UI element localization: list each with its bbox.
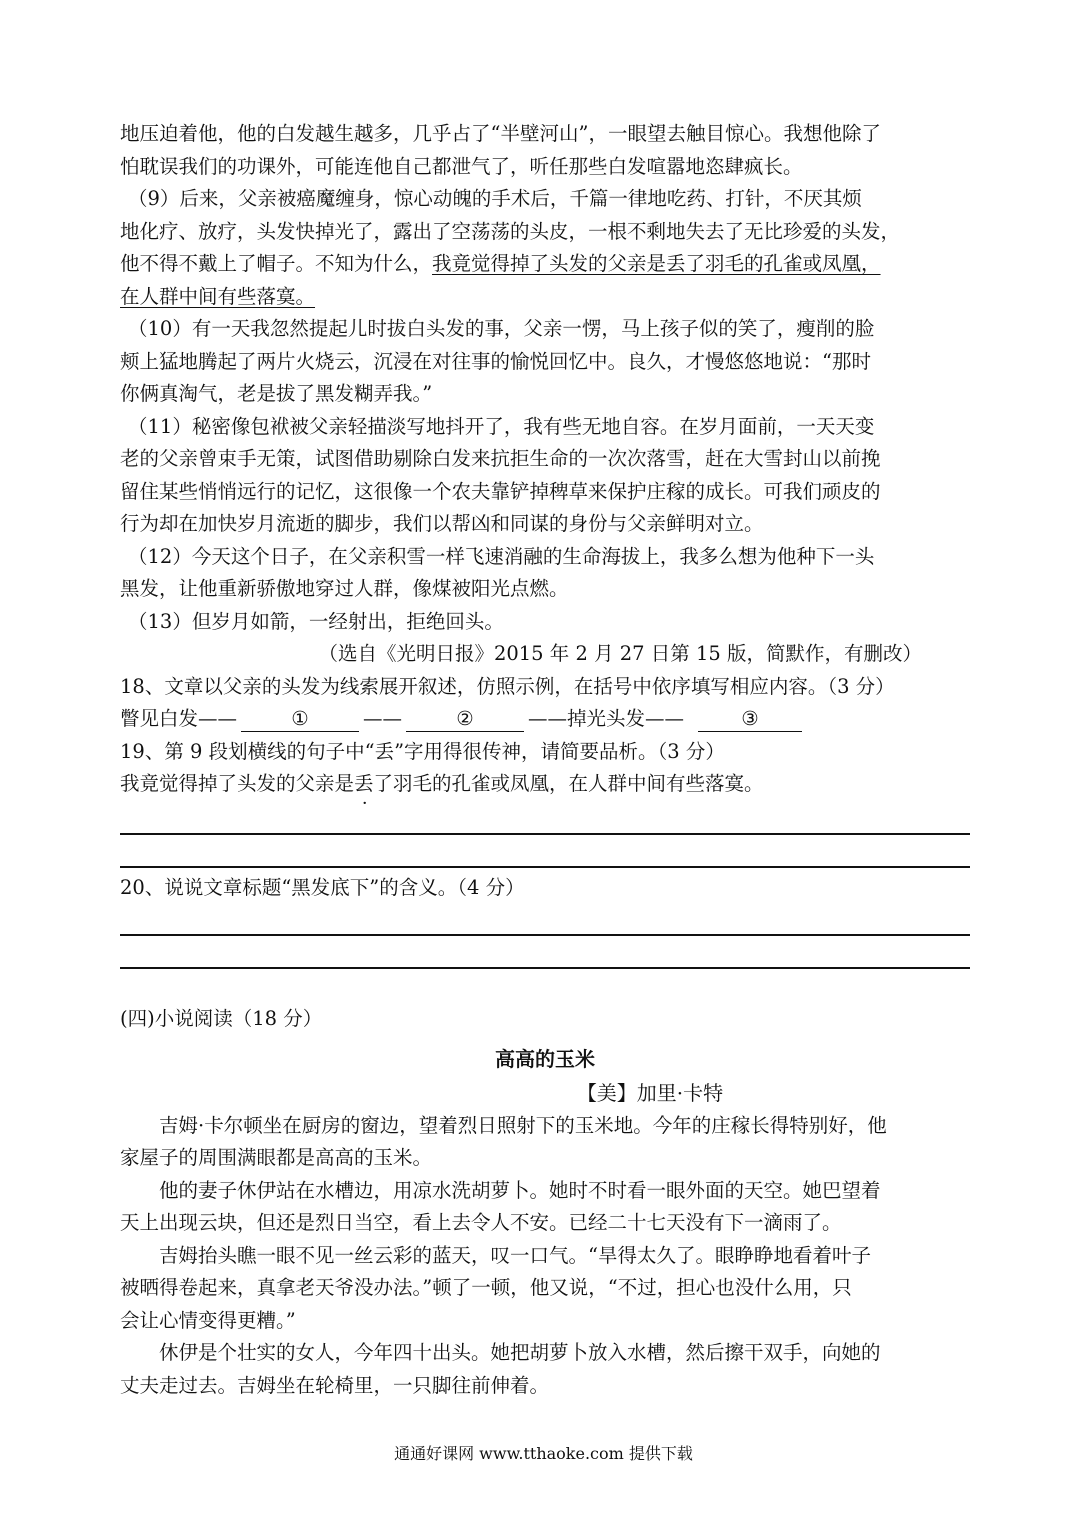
question-19: 19、第 9 段划横线的句子中“丢”字用得很传神，请简要品析。（3 分） bbox=[120, 739, 725, 763]
paragraph-10-line: （10）有一天我忽然提起儿时拔白头发的事，父亲一愣，马上孩子似的笑了，瘦削的脸 bbox=[128, 317, 875, 340]
story-paragraph-line: 会让心情变得更糟。” bbox=[120, 1308, 296, 1332]
text-span: 我竟觉得掉了头发的父亲是 bbox=[120, 772, 355, 795]
question-18: 18、文章以父亲的头发为线索展开叙述，仿照示例，在括号中依序填写相应内容。（3 分） bbox=[120, 674, 895, 698]
text-span: 他不得不戴上了帽子。不知为什么， bbox=[120, 252, 433, 275]
sequence-start: 瞥见白发—— bbox=[120, 707, 238, 730]
paragraph-9-line: （9）后来，父亲被癌魔缠身，惊心动魄的手术后，千篇一律地吃药、打针，不厌其烦 bbox=[128, 187, 862, 210]
answer-blank-2[interactable]: ② bbox=[406, 707, 524, 732]
paragraph-10-line: 你俩真淘气，老是拔了黑发糊弄我。” bbox=[120, 382, 433, 405]
text-span: 了羽毛的孔雀或凤凰，在人群中间有些落寞。 bbox=[373, 772, 764, 795]
page-footer: 通通好课网 www.tthaoke.com 提供下载 bbox=[394, 1444, 693, 1463]
quoted-sentence bbox=[120, 768, 970, 801]
underlined-sentence: 在人群中间有些落寞。 bbox=[120, 284, 316, 308]
paragraph-11-line: 留住某些悄悄远行的记忆，这很像一个农夫靠铲掉稗草来保护庄稼的成长。可我们顽皮的 bbox=[120, 479, 881, 503]
answer-line[interactable] bbox=[120, 866, 970, 868]
story-paragraph-line: 吉姆·卡尔顿坐在厨房的窗边，望着烈日照射下的玉米地。今年的庄稼长得特别好，他 bbox=[159, 1113, 887, 1137]
text-line: 地压迫着他，他的白发越生越多，几乎占了“半壁河山”，一眼望去触目惊心。我想他除了 bbox=[120, 122, 881, 145]
story-paragraph-line: 丈夫走过去。吉姆坐在轮椅里，一只脚往前伸着。 bbox=[120, 1373, 550, 1397]
question-18-sequence bbox=[120, 703, 970, 736]
text-line: 怕耽误我们的功课外，可能连他自己都泄气了，听任那些白发喧嚣地恣肆疯长。 bbox=[120, 154, 803, 178]
section-heading: (四)小说阅读（18 分） bbox=[120, 1007, 323, 1030]
story-paragraph-line: 天上出现云块，但还是烈日当空，看上去令人不安。已经二十七天没有下一滴雨了。 bbox=[120, 1211, 842, 1234]
answer-blank-1[interactable]: ① bbox=[241, 707, 359, 732]
paragraph-9-line bbox=[120, 281, 970, 314]
story-paragraph-line: 休伊是个壮实的女人，今年四十出头。她把胡萝卜放入水槽，然后擦干双手，向她的 bbox=[159, 1341, 881, 1364]
sequence-separator: —— bbox=[363, 707, 403, 730]
paragraph-13: （13）但岁月如箭，一经射出，拒绝回头。 bbox=[128, 609, 504, 633]
paragraph-11-line: 行为却在加快岁月流逝的脚步，我们以帮凶和同谋的身份与父亲鲜明对立。 bbox=[120, 512, 764, 535]
underlined-sentence: 我竟觉得掉了头发的父亲是丢了羽毛的孔雀或凤凰， bbox=[432, 252, 881, 275]
question-20: 20、说说文章标题“黑发底下”的含义。（4 分） bbox=[120, 875, 525, 899]
story-title: 高高的玉米 bbox=[495, 1046, 595, 1071]
story-paragraph-line: 他的妻子休伊站在水槽边，用凉水洗胡萝卜。她时不时看一眼外面的天空。她巴望着 bbox=[159, 1178, 881, 1202]
document-body bbox=[120, 118, 970, 1402]
paragraph-12-line: （12）今天这个日子，在父亲积雪一样飞速消融的生命海拔上，我多么想为他种下一头 bbox=[128, 544, 875, 568]
paragraph-11-line: （11）秘密像包袱被父亲轻描淡写地抖开了，我有些无地自容。在岁月面前，一天天变 bbox=[128, 414, 875, 438]
paragraph-10-line: 颊上猛地腾起了两片火烧云，沉浸在对往事的愉悦回忆中。良久，才慢悠悠地说：“那时 bbox=[120, 349, 871, 373]
story-author: 【美】加里·卡特 bbox=[576, 1080, 724, 1105]
paragraph-12-line: 黑发，让他重新骄傲地穿过人群，像煤被阳光点燃。 bbox=[120, 577, 569, 600]
story-paragraph-line: 家屋子的周围满眼都是高高的玉米。 bbox=[120, 1146, 433, 1169]
paragraph-9-line bbox=[120, 248, 970, 281]
answer-blank-3[interactable]: ③ bbox=[698, 707, 802, 732]
source-citation: （选自《光明日报》2015 年 2 月 27 日第 15 版，简默作，有删改） bbox=[318, 642, 922, 665]
story-paragraph-line: 被晒得卷起来，真拿老天爷没办法。”顿了一顿，他又说，“不过，担心也没什么用，只 bbox=[120, 1276, 852, 1299]
paragraph-11-line: 老的父亲曾束手无策，试图借助剔除白发来抗拒生命的一次次落雪，赶在大雪封山以前挽 bbox=[120, 447, 881, 470]
paragraph-9-line: 地化疗、放疗，头发快掉光了，露出了空荡荡的头皮，一根不剩地失去了无比珍爱的头发， bbox=[120, 219, 901, 243]
sequence-separator: ——掉光头发—— bbox=[528, 707, 685, 730]
emphasized-character: 丢 bbox=[354, 772, 374, 795]
story-paragraph-line: 吉姆抬头瞧一眼不见一丝云彩的蓝天，叹一口气。“旱得太久了。眼睁睁地看着叶子 bbox=[159, 1243, 871, 1267]
